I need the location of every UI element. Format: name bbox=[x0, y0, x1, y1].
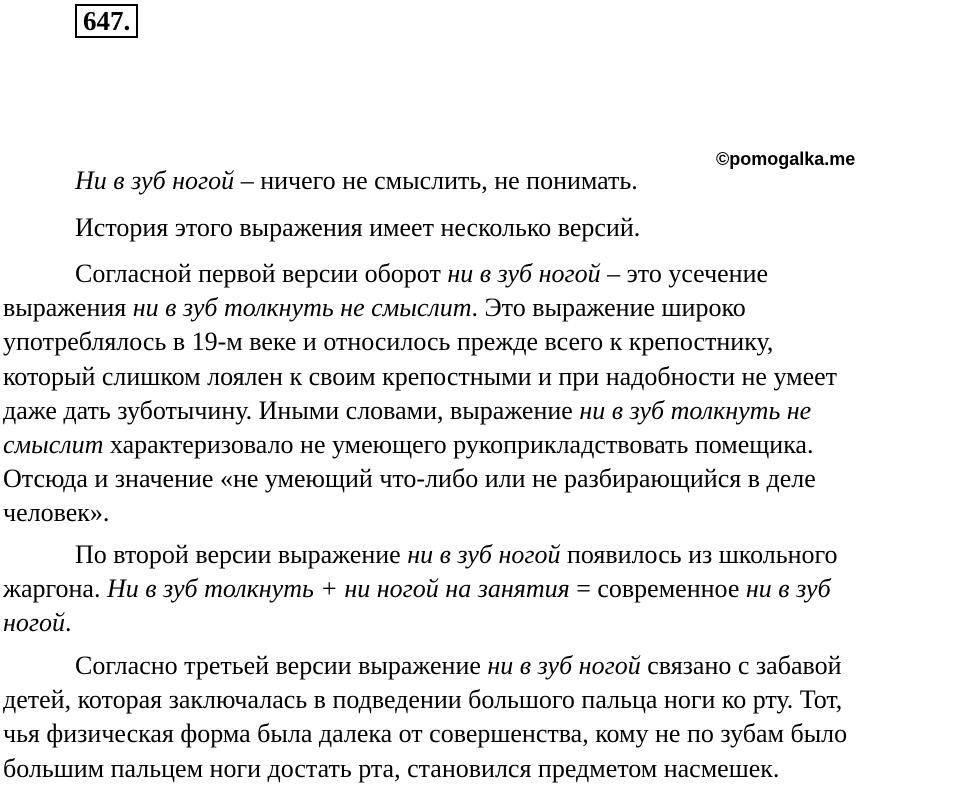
text-line bbox=[3, 394, 957, 428]
text-line: большим пальцем ноги достать рта, становился предметом насмешек. bbox=[3, 753, 780, 783]
paragraph-version-3 bbox=[3, 649, 957, 786]
text-line bbox=[3, 606, 957, 640]
paragraph-version-1 bbox=[3, 257, 957, 531]
text-span: связано с забавой bbox=[640, 651, 842, 680]
paragraph-intro bbox=[3, 211, 957, 245]
idiom-italic: ногой bbox=[3, 608, 66, 638]
paragraph-version-2 bbox=[3, 538, 957, 641]
idiom-italic: ни в зуб ногой bbox=[407, 540, 561, 569]
text-span: . bbox=[65, 608, 72, 638]
text-span: – ничего не смыслить, не понимать. bbox=[234, 166, 638, 195]
text-line bbox=[3, 257, 957, 291]
text-span: появилось из школьного bbox=[560, 540, 838, 569]
text-line: Отсюда и значение «не умеющий что-либо или не разбирающийся в деле bbox=[3, 464, 816, 494]
text-span: Согласно третьей версии выражение bbox=[75, 651, 488, 680]
idiom-italic: ни в зуб толкнуть не bbox=[579, 395, 812, 425]
text-span: = современное bbox=[569, 574, 746, 604]
idiom-italic: Ни в зуб ногой bbox=[75, 166, 235, 195]
idiom-italic: ни в зуб ногой bbox=[447, 259, 601, 288]
text-span: Согласной первой версии оборот bbox=[75, 259, 448, 288]
idiom-italic: Ни в зуб толкнуть + ни ногой на занятия bbox=[106, 574, 570, 604]
text-line: употреблялось в 19-м веке и относилось прежде всего к крепостнику, bbox=[3, 327, 774, 357]
text-span: . Это выражение широко bbox=[471, 293, 746, 323]
text-span: даже дать зуботычину. Иными словами, выражение bbox=[3, 395, 580, 425]
text-line bbox=[3, 572, 957, 606]
text-line bbox=[3, 291, 957, 325]
idiom-italic: ни в зуб ногой bbox=[487, 651, 641, 680]
watermark: ©pomogalka.me bbox=[716, 149, 856, 169]
text-span: жаргона. bbox=[3, 574, 107, 604]
text-span: По второй версии выражение bbox=[75, 540, 408, 569]
text-line bbox=[3, 428, 957, 462]
text-span: характеризовало не умеющего рукоприкладствовать помещика. bbox=[103, 430, 814, 460]
idiom-italic: ни в зуб bbox=[745, 574, 831, 604]
idiom-italic: ни в зуб толкнуть не смыслит bbox=[132, 293, 472, 323]
idiom-italic: смыслит bbox=[3, 430, 104, 460]
text-line bbox=[3, 164, 957, 198]
text-line: детей, которая заключалась в подведении большого пальца ноги ко рту. Тот, bbox=[3, 685, 843, 715]
text-line: человек». bbox=[3, 498, 110, 528]
text-span: выражения bbox=[3, 293, 133, 323]
text-line: История этого выражения имеет несколько версий. bbox=[75, 213, 641, 242]
text-line bbox=[3, 538, 957, 572]
exercise-number: 647. bbox=[75, 4, 138, 38]
text-line: который слишком лоялен к своим крепостными и при надобности не умеет bbox=[3, 361, 838, 391]
text-line: чья физическая форма была далека от совершенства, кому не по зубам было bbox=[3, 719, 848, 749]
paragraph-definition bbox=[3, 164, 957, 198]
text-span: – это усечение bbox=[600, 259, 769, 288]
text-line bbox=[3, 649, 957, 683]
